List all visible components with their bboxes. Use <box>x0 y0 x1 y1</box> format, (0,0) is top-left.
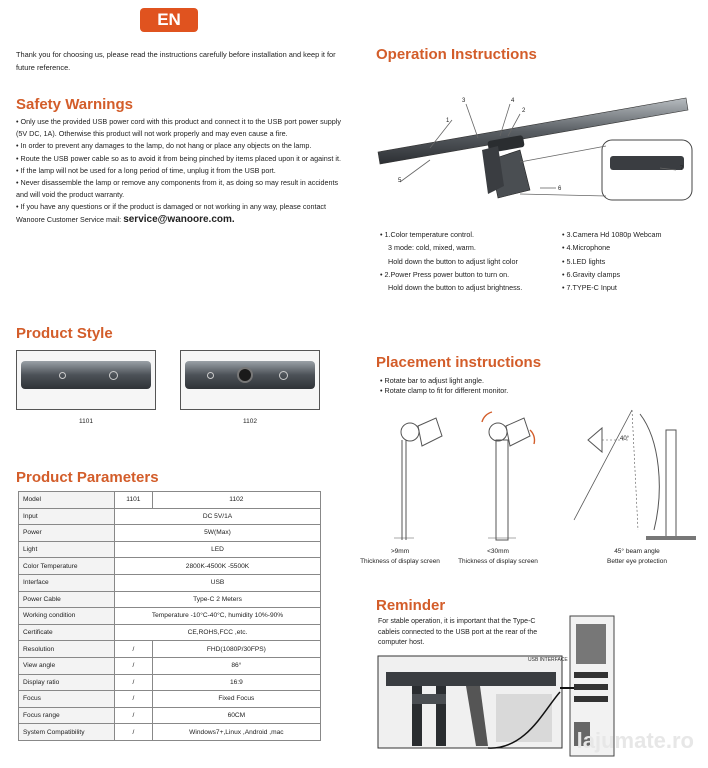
table-row <box>19 624 321 641</box>
table-cell: Windows7+,Linux ,Android ,mac <box>152 724 320 741</box>
safety-item: • Never disassemble the lamp or remove any components from it, as doing so may result in accidents and will void the product warranty. <box>16 177 342 201</box>
usb-interface-label: USB INTERFACE <box>528 657 568 663</box>
table-row <box>19 525 321 542</box>
watermark: lajumate.ro <box>576 728 694 753</box>
placement-item: • Rotate bar to adjust light angle. <box>380 376 630 386</box>
table-row <box>19 591 321 608</box>
table-row <box>19 574 321 591</box>
table-cell: / <box>115 674 153 691</box>
product-image-1101 <box>16 350 156 410</box>
operation-item: • 3.Camera Hd 1080p Webcam <box>562 228 702 241</box>
operation-item: Hold down the button to adjust brightness. <box>388 283 523 293</box>
operation-item: 3 mode: cold, mixed, warm. <box>388 243 476 253</box>
callout-label: 7 <box>680 166 684 172</box>
safety-item: • In order to prevent any damages to the lamp, do not hang or place any objects on the lamp. <box>16 140 342 152</box>
color-button-icon <box>207 372 214 379</box>
placement-item: • Rotate clamp to fit for different monitor. <box>380 386 630 396</box>
placement-list <box>380 376 630 396</box>
table-cell: LED <box>115 541 321 558</box>
table-row <box>19 492 321 509</box>
table-cell: 2800K-4500K -5500K <box>115 558 321 575</box>
table-cell: Power <box>19 525 115 542</box>
callout-label: 2 <box>522 108 526 114</box>
table-cell: Color Temperature <box>19 558 115 575</box>
table-row <box>19 558 321 575</box>
power-button-icon <box>109 371 118 380</box>
safety-item-text: If you have any questions or if the product is damaged or not working in any way, please contact Wanoore Customer Service mail: <box>16 202 327 224</box>
operation-list-left <box>380 228 560 294</box>
angle-label: 40° <box>620 436 630 442</box>
table-cell: Light <box>19 541 115 558</box>
safety-item: • If the lamp will not be used for a long period of time, unplug it from the USB port. <box>16 165 342 177</box>
table-cell: FHD(1080P/30FPS) <box>152 641 320 658</box>
table-cell: / <box>115 724 153 741</box>
measure-caption: Thickness of display screen <box>360 558 440 565</box>
table-row <box>19 657 321 674</box>
table-cell: 60CM <box>152 707 320 724</box>
table-cell: / <box>115 691 153 708</box>
callout-label: 3 <box>462 98 466 104</box>
reminder-title: Reminder <box>376 597 446 614</box>
lamp-diagram <box>370 90 700 220</box>
safety-item <box>16 201 342 225</box>
table-cell: CE,ROHS,FCC ,etc. <box>115 624 321 641</box>
operation-title: Operation Instructions <box>376 46 537 63</box>
table-row <box>19 707 321 724</box>
operation-item: • 5.LED lights <box>562 255 702 268</box>
support-email: service@wanoore.com. <box>123 213 235 225</box>
table-row <box>19 641 321 658</box>
table-cell: Input <box>19 508 115 525</box>
table-cell: Working condition <box>19 608 115 625</box>
table-header-cell: 1101 <box>115 492 153 509</box>
table-header-cell: 1102 <box>152 492 320 509</box>
safety-item: • Route the USB power cable so as to avoid it from being pinched by items placed upon it or against it. <box>16 153 342 165</box>
measure-caption: Thickness of display screen <box>458 558 538 565</box>
model-caption: 1101 <box>79 418 93 425</box>
measure-label: >9mm <box>390 548 410 555</box>
callout-label: 1 <box>446 118 450 124</box>
operation-item: • 4.Microphone <box>562 241 702 254</box>
parameters-title: Product Parameters <box>16 469 159 486</box>
measure-caption: Better eye protection <box>607 558 667 565</box>
language-badge: EN <box>140 8 198 32</box>
parameters-table <box>18 491 321 741</box>
operation-item: Hold down the button to adjust light color <box>388 256 518 266</box>
table-cell: Fixed Focus <box>152 691 320 708</box>
table-cell: / <box>115 657 153 674</box>
table-cell: Power Cable <box>19 591 115 608</box>
table-row <box>19 608 321 625</box>
reminder-text: For stable operation, it is important that the Type-C cableis connected to the USB port at the rear of the computer host. <box>378 618 538 646</box>
table-cell: Focus range <box>19 707 115 724</box>
table-cell: / <box>115 641 153 658</box>
table-cell: Type-C 2 Meters <box>115 591 321 608</box>
table-cell: Focus <box>19 691 115 708</box>
measure-label: 45° beam angle <box>614 548 660 555</box>
power-button-icon <box>279 371 288 380</box>
table-row <box>19 691 321 708</box>
table-row <box>19 724 321 741</box>
product-image-1102 <box>180 350 320 410</box>
table-row <box>19 674 321 691</box>
operation-item: • 7.TYPE-C Input <box>562 281 702 294</box>
placement-diagram <box>370 400 700 550</box>
table-cell: / <box>115 707 153 724</box>
callout-label: 4 <box>511 98 515 104</box>
operation-list-right <box>562 228 702 294</box>
table-cell: 16:9 <box>152 674 320 691</box>
usb-cable-icon <box>376 690 576 760</box>
table-cell: 86° <box>152 657 320 674</box>
placement-title: Placement instructions <box>376 354 542 371</box>
measure-label: <30mm <box>487 548 509 555</box>
table-cell: Temperature -10°C-40°C, humidity 10%-90% <box>115 608 321 625</box>
table-cell: Interface <box>19 574 115 591</box>
table-cell: Certificate <box>19 624 115 641</box>
table-cell: USB <box>115 574 321 591</box>
intro-text: Thank you for choosing us, please read the instructions carefully before installation and keep it for future reference. <box>16 50 336 72</box>
color-button-icon <box>59 372 66 379</box>
safety-list <box>16 116 342 226</box>
table-header-cell: Model <box>19 492 115 509</box>
safety-title: Safety Warnings <box>16 96 133 113</box>
operation-item: • 2.Power Press power button to turn on. <box>380 268 560 281</box>
callout-label: 6 <box>558 186 562 192</box>
callout-label: 5 <box>398 178 402 184</box>
table-cell: View angle <box>19 657 115 674</box>
table-cell: Resolution <box>19 641 115 658</box>
table-cell: DC 5V/1A <box>115 508 321 525</box>
table-cell: Display ratio <box>19 674 115 691</box>
safety-item: • Only use the provided USB power cord with this product and connect it to the USB port power supply (5V DC, 1A). Otherwise this product will not work properly and may even cause a fire. <box>16 116 342 140</box>
model-caption: 1102 <box>243 418 257 425</box>
table-cell: System Compatibility <box>19 724 115 741</box>
operation-item: • 6.Gravity clamps <box>562 268 702 281</box>
camera-icon <box>237 367 253 383</box>
table-row <box>19 508 321 525</box>
table-cell: 5W(Max) <box>115 525 321 542</box>
table-row <box>19 541 321 558</box>
product-style-title: Product Style <box>16 325 113 342</box>
operation-item: • 1.Color temperature control. <box>380 228 560 241</box>
